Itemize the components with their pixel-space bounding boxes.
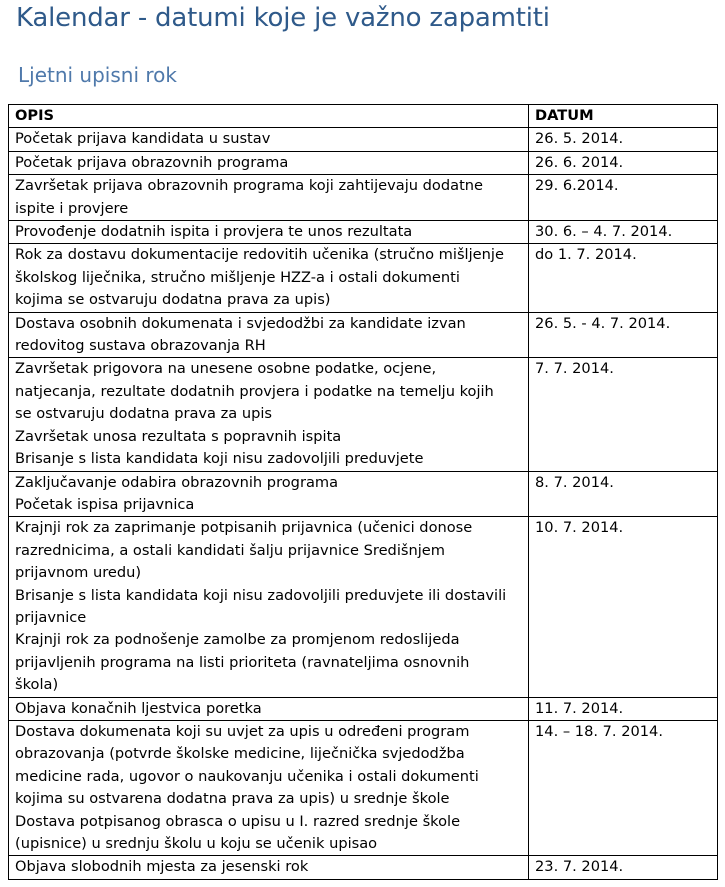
- table-row: [9, 517, 718, 697]
- description-line: Početak ispisa prijavnica: [15, 495, 195, 513]
- description-line: Brisanje s lista kandidata koji nisu zadovoljili preduvjete: [15, 450, 424, 468]
- row-date: 26. 5. 2014.: [529, 128, 718, 151]
- description-line: Završetak prijava obrazovnih programa koji zahtijevaju dodatne: [15, 177, 484, 195]
- row-description: [9, 471, 529, 517]
- description-line: Završetak prigovora na unesene osobne podatke, ocjene,: [15, 360, 437, 378]
- description-line: Završetak unosa rezultata s popravnih ispita: [15, 427, 342, 445]
- row-date: 11. 7. 2014.: [529, 697, 718, 720]
- table-row: [9, 358, 718, 471]
- row-date: do 1. 7. 2014.: [529, 244, 718, 312]
- row-description: [9, 175, 529, 221]
- description-line: Krajnji rok za podnošenje zamolbe za promjenom redoslijeda: [15, 631, 460, 649]
- description-line: natjecanja, rezultate dodatnih provjera i podatke na temelju kojih: [15, 382, 494, 400]
- description-line: prijavnice: [15, 608, 87, 626]
- row-date: 10. 7. 2014.: [529, 517, 718, 697]
- description-line: Početak prijava kandidata u sustav: [15, 130, 271, 148]
- row-date: 29. 6.2014.: [529, 175, 718, 221]
- description-line: Zaključavanje odabira obrazovnih programa: [15, 473, 339, 491]
- table-row: [9, 856, 718, 879]
- row-date: 23. 7. 2014.: [529, 856, 718, 879]
- row-date: 7. 7. 2014.: [529, 358, 718, 471]
- description-line: Provođenje dodatnih ispita i provjera te unos rezultata: [15, 223, 413, 241]
- schedule-table: [8, 104, 718, 880]
- description-line: školskog liječnika, stručno mišljenje HZZ-a i ostali dokumenti: [15, 268, 460, 286]
- row-description: [9, 697, 529, 720]
- section-title: Ljetni upisni rok: [18, 63, 177, 87]
- description-line: ispite i provjere: [15, 199, 129, 217]
- row-date: 8. 7. 2014.: [529, 471, 718, 517]
- table-header-row: [9, 105, 718, 128]
- description-line: medicine rada, ugovor o naukovanju učenika i ostali dokumenti: [15, 767, 479, 785]
- row-description: [9, 720, 529, 855]
- description-line: Krajnji rok za zaprimanje potpisanih prijavnica (učenici donose: [15, 519, 473, 537]
- row-date: 26. 6. 2014.: [529, 151, 718, 174]
- row-description: [9, 517, 529, 697]
- row-date: 26. 5. - 4. 7. 2014.: [529, 312, 718, 358]
- description-line: Rok za dostavu dokumentacije redovitih učenika (stručno mišljenje: [15, 246, 504, 264]
- description-line: prijavljenih programa na listi prioriteta (ravnateljima osnovnih: [15, 653, 470, 671]
- description-line: obrazovanja (potvrde školske medicine, liječnička svjedodžba: [15, 745, 465, 763]
- table-row: [9, 151, 718, 174]
- description-line: Dostava osobnih dokumenata i svjedodžbi za kandidate izvan: [15, 314, 466, 332]
- table-row: [9, 312, 718, 358]
- table-row: [9, 471, 718, 517]
- description-line: Dostava dokumenata koji su uvjet za upis u određeni program: [15, 722, 470, 740]
- description-line: razrednicima, a ostali kandidati šalju prijavnice Središnjem: [15, 541, 445, 559]
- table-body: [9, 128, 718, 879]
- row-description: [9, 151, 529, 174]
- description-line: prijavnom uredu): [15, 564, 142, 582]
- description-line: Brisanje s lista kandidata koji nisu zadovoljili preduvjete ili dostavili: [15, 586, 507, 604]
- description-line: redovitog sustava obrazovanja RH: [15, 337, 266, 355]
- row-description: [9, 312, 529, 358]
- description-line: (upisnice) u srednju školu u koju se učenik upisao: [15, 835, 378, 852]
- description-line: škola): [15, 676, 59, 694]
- row-date: 30. 6. – 4. 7. 2014.: [529, 221, 718, 244]
- column-header-opis: OPIS: [9, 105, 529, 128]
- description-line: se ostvaruju dodatna prava za upis: [15, 405, 273, 423]
- description-line: Dostava potpisanog obrasca o upisu u I. razred srednje škole: [15, 812, 461, 830]
- row-date: 14. – 18. 7. 2014.: [529, 720, 718, 855]
- description-line: Početak prijava obrazovnih programa: [15, 153, 289, 171]
- table-row: [9, 221, 718, 244]
- table-row: [9, 720, 718, 855]
- description-line: kojima su ostvarena dodatna prava za upis) u srednje škole: [15, 790, 450, 808]
- page-title: Kalendar - datumi koje je važno zapamtiti: [16, 3, 550, 33]
- row-description: [9, 128, 529, 151]
- table-row: [9, 128, 718, 151]
- table-row: [9, 697, 718, 720]
- table-row: [9, 175, 718, 221]
- row-description: [9, 221, 529, 244]
- description-line: kojima se ostvaruju dodatna prava za upis): [15, 291, 331, 309]
- description-line: Objava konačnih ljestvica poretka: [15, 699, 262, 717]
- row-description: [9, 244, 529, 312]
- row-description: [9, 856, 529, 879]
- table-row: [9, 244, 718, 312]
- column-header-datum: DATUM: [529, 105, 718, 128]
- description-line: Objava slobodnih mjesta za jesenski rok: [15, 858, 309, 876]
- row-description: [9, 358, 529, 471]
